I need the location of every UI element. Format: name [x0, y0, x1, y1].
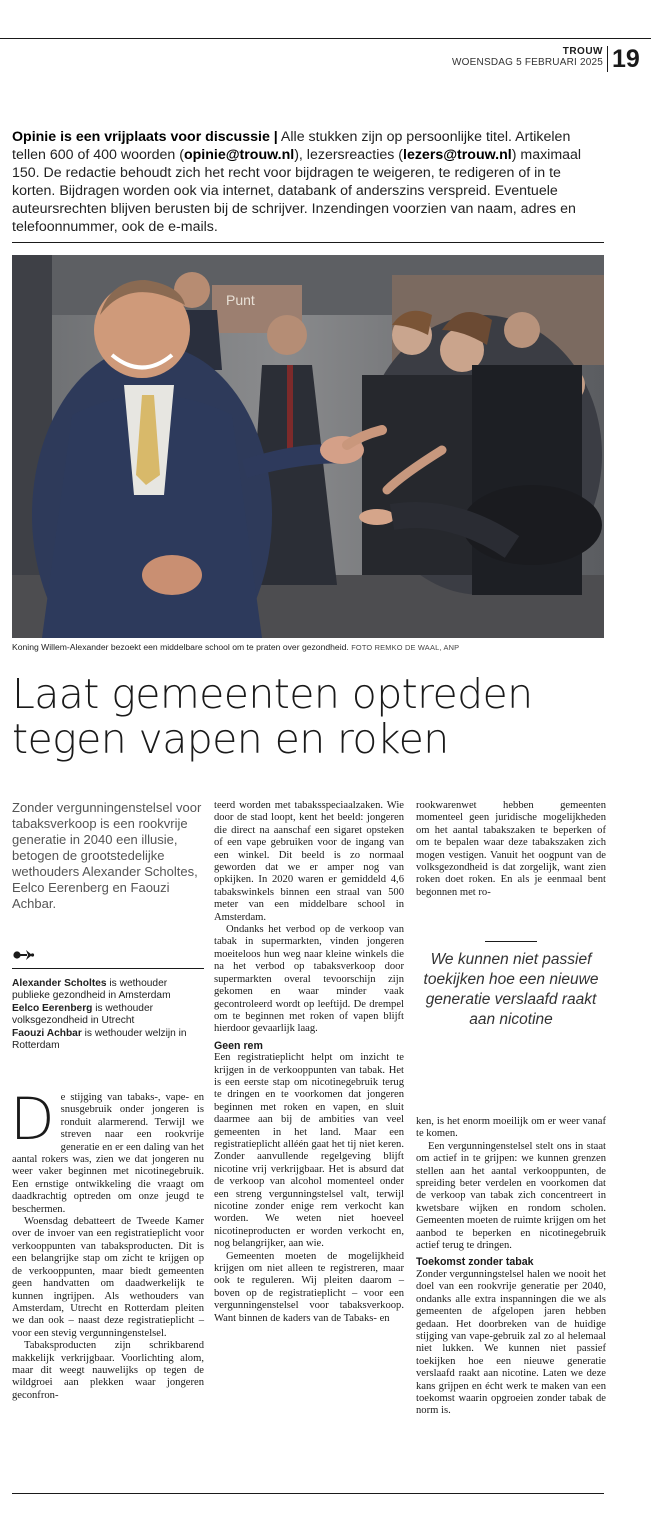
paper-name: TROUW [562, 46, 603, 57]
opinion-disclaimer [12, 128, 604, 236]
article-photo [12, 255, 604, 638]
article-lead: Zonder vergunningenstelsel voor tabaksverkoop is een rookvrije generatie in 2040 een illusie, betogen de grootstedelijke wethouders Alexander Scholtes, Eelco Eerenberg en Faouzi Achbar. [12, 800, 202, 911]
article-paragraph: Tabaksproducten zijn schrikbarend makkelijk verkrijgbaar. Voorlichting alom, maar dit weegt nauwelijks op tegen de wildgroei aan plekken waar jongeren geconfron- [12, 1340, 204, 1401]
article-paragraph: Een vergunningenstelsel stelt ons in staat om actief in te grijpen: we kunnen grenzen stellen aan het aantal verkooppunten, de spreiding beter verdelen en voorkomen dat de verkoop van tabak zich concentreert in kwetsbare wijken en rondom scholen. Gemeenten moeten de ruimte krijgen om het aanbod te beperken en nicotinegebruik actief terug te dringen. [416, 1140, 606, 1252]
pull-quote: We kunnen niet passief toekijken hoe een nieuwe generatie verslaafd raakt aan nicotine [423, 951, 599, 1028]
opinion-email[interactable]: opinie@trouw.nl [183, 147, 295, 163]
opinion-arrow-icon [13, 949, 35, 961]
article-paragraph: Gemeenten moeten de mogelijkheid krijgen om niet alleen te registreren, maar ook te reguleren. Wij pleiten daarom – boven op de registratieplicht – voor een vergunningenstelsel voor tabaksverkoop. Want binnen de kaders van de Tabaks- en [214, 1250, 404, 1324]
masthead [452, 46, 603, 68]
author-name: Faouzi Achbar [12, 1027, 82, 1039]
author-name: Eelco Eerenberg [12, 1002, 93, 1014]
article-paragraph: rookwarenwet hebben gemeenten momenteel geen juridische mogelijkheden om het aantal tabakszaken te beperken of om te bepalen waar deze tabakszaken zich mogen vestigen. Vanuit het oogpunt van de volksgezondheid is dat zorgelijk, want zien roken doet roken. En als je eenmaal bent begonnen met ro- [416, 800, 606, 898]
article-paragraph: Woensdag debatteert de Tweede Kamer over de invoer van een registratieplicht voor verkooppunten van tabaksproducten. Dit is een belangrijke stap om zicht te krijgen op de verkooppunten, maar biedt gemeenten geen handvatten om daadwerkelijk te kunnen ingrijpen. Als wethouders van Amsterdam, Utrecht en Rotterdam pleiten we dan ook – naast deze registratieplicht – voor een stevig vergunningenstelsel. [12, 1216, 204, 1339]
article-column-1 [10, 1085, 204, 1402]
drop-cap: D [10, 1085, 55, 1153]
page-number-divider [607, 46, 608, 72]
article-paragraph: teerd worden met tabaksspeciaalzaken. Wie door de stad loopt, kent het beeld: jongeren die direct na aanschaf een sigaret opsteken of een vape gebruiken voor de ingang van een winkel. Dit beeld is zo normaal geworden dat we er amper nog van opkijken. In 2020 waren er gemiddeld 4,6 tabakswinkels binnen een straal van 500 meter van een middelbare school in Amsterdam. [214, 800, 404, 923]
article-paragraph: Zonder vergunningstelsel halen we nooit het doel van een rookvrije generatie per 2040, ondanks alle extra inspanningen die we als gemeenten de afgelopen jaren hebben gedaan. Het doorbreken van de huidige stijging van vape-gebruik zal zo al helemaal niet lukken. We kunnen niet passief toekijken hoe een nieuwe generatie verslaafd raakt aan nicotine. Laten we deze kans grijpen en écht werk te maken van een toekomst waarin opgroeien zonder tabak de norm is. [416, 1268, 606, 1417]
page-number: 19 [612, 45, 640, 73]
article-paragraph: De stijging van tabaks-, vape- en snusgebruik onder jongeren is ronduit alarmerend. Terwijl we streven naar een rookvrije generatie en er een daling van het aantal rokers was, zien we dat jongeren nu weer vaker beginnen met nicotinegebruik. Een ernstige ontwikkeling die vraagt om daadkrachtig optreden om onze jeugd te beschermen. [10, 1085, 204, 1215]
subheading-toekomst: Toekomst zonder tabak [416, 1256, 534, 1269]
author-divider [12, 968, 204, 969]
disclaimer-text-3: ) maximaal 150. De redactie behoudt zich het recht voor bijdragen te weigeren, te redigeren of in te korten. Bijdragen worden ook via internet, databank of anderszins verspreid. Eventuele auteursrechten blijven berusten bij de schrijver. Inzendingen voorzien van naam, adres en telefoonnummer, ook de e-mails. [12, 147, 582, 235]
school-sign-text: Punt [226, 292, 255, 308]
author-role: is wethouder publieke gezondheid in Amsterdam [12, 978, 171, 1002]
subheading-geen-rem: Geen rem [214, 1039, 263, 1052]
author-role: is wethouder welzijn in Rotterdam [12, 1027, 187, 1052]
author-bio [12, 1028, 206, 1053]
header-rule [0, 38, 651, 39]
headline-line-1: Laat gemeenten optreden [12, 670, 533, 718]
author-name: Alexander Scholtes [12, 978, 107, 989]
issue-date: WOENSDAG 5 FEBRUARI 2025 [452, 57, 603, 68]
author-bios [12, 978, 206, 1052]
article-column-2 [214, 800, 404, 1325]
article-paragraph: ken, is het enorm moeilijk om er weer vanaf te komen. [416, 1116, 606, 1140]
disclaimer-text-1: Alle stukken zijn op persoonlijke titel. Artikelen tellen 600 of 400 woorden ( [12, 129, 571, 163]
disclaimer-lead: Opinie is een vrijplaats voor discussie | [12, 129, 278, 145]
disclaimer-text-2: ), lezersreacties ( [294, 147, 403, 163]
readers-email[interactable]: lezers@trouw.nl [403, 147, 512, 163]
article-column-3-top [416, 800, 606, 899]
headline-line-2: tegen vapen en roken [12, 715, 449, 763]
photo-credit: FOTO REMKO DE WAAL, ANP [351, 643, 460, 652]
pullquote-rule [485, 941, 537, 942]
author-bio [12, 978, 206, 1003]
photo-caption [12, 642, 604, 652]
article-paragraph: Een registratieplicht helpt om inzicht te krijgen in de verkooppunten van tabak. Het is een eerste stap om nicotinegebruik terug te dringen en te voorkomen dat jongeren beginnen met roken en vapen, en sluit daarmee aan bij de ambities van veel gemeenten in het land. Maar een registratieplicht alléén gaat het tij niet keren. Zonder aanvullende regelgeving blijft nicotine vrij verkrijgbaar. Het is absurd dat de verkoop van alcohol momenteel onder een streng vergunningstelsel valt, terwijl nicotine zonder enige rem verkocht kan worden. We weten niet hoeveel nicotineproducten er worden verkocht en, nog belangrijker, aan wie. [214, 1052, 404, 1250]
author-role: is wethouder volksgezondheid in Utrecht [12, 1002, 153, 1027]
footer-rule [12, 1493, 604, 1494]
caption-text: Koning Willem-Alexander bezoekt een middelbare school om te praten over gezondheid. [12, 642, 349, 652]
intro-divider [12, 242, 604, 243]
article-paragraph: Ondanks het verbod op de verkoop van tabak in supermarkten, vinden jongeren moeiteloos hun weg naar kleine winkels die na het verbod op tabaksverkoop door supermarkten overal tevoorschijn zijn gekomen en waar minder vaak gecontroleerd wordt op leeftijd. De drempel om te beginnen met roken of vapen blijft hierdoor gevaarlijk laag. [214, 924, 404, 1035]
author-bio [12, 1003, 206, 1028]
article-headline [12, 672, 612, 762]
article-column-3-bottom [416, 1116, 606, 1418]
